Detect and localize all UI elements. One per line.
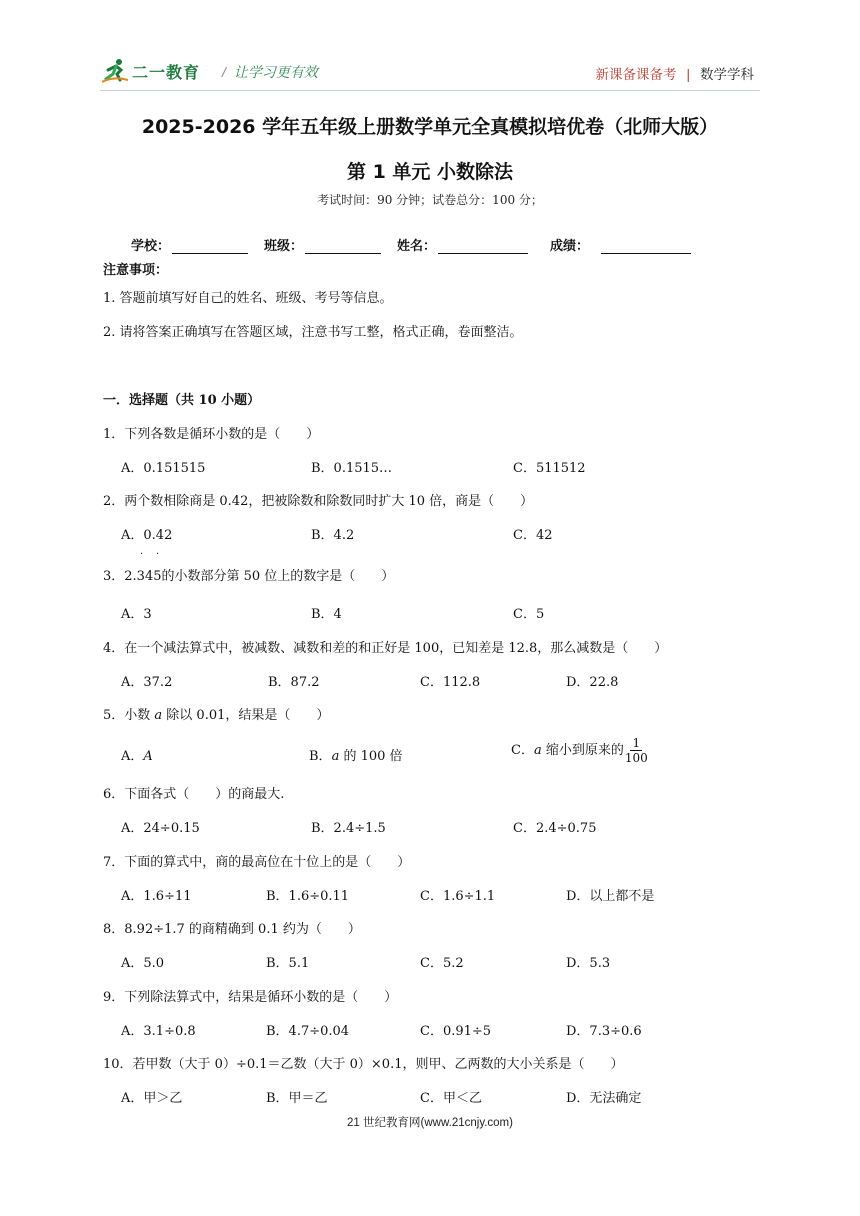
notice-heading: 注意事项：: [103, 263, 169, 278]
q5-option-c-var: a: [533, 743, 542, 758]
q5-option-b[interactable]: [309, 745, 403, 764]
q4-option-d[interactable]: D．22.8: [566, 675, 619, 690]
q8-option-c[interactable]: C．5.2: [420, 956, 464, 971]
notice-item: 1. 答题前填写好自己的姓名、班级、考号等信息。: [103, 291, 393, 306]
q4-option-a[interactable]: A．37.2: [121, 675, 173, 690]
class-field[interactable]: [264, 235, 381, 254]
fraction-denominator: 100: [624, 751, 648, 765]
q7-option-b[interactable]: B．1.6÷0.11: [266, 889, 350, 904]
q2-option-b[interactable]: B．4.2: [311, 528, 355, 543]
school-label: 学校：: [131, 239, 171, 254]
question-1: 1．下列各数是循环小数的是（ ）: [103, 427, 320, 442]
repeat-dot-mark: ·: [156, 549, 160, 560]
question-2: 2．两个数相除商是 0.42，把被除数和除数同时扩大 10 倍，商是（ ）: [103, 494, 534, 509]
q10-option-d[interactable]: D．无法确定: [566, 1091, 642, 1106]
slogan: [222, 62, 318, 82]
logo-text: 二一教育: [132, 64, 201, 82]
q3-option-b[interactable]: B．4: [311, 607, 342, 622]
class-blank[interactable]: [305, 239, 381, 254]
section-title: 一．选择题（共 10 小题）: [103, 393, 261, 408]
question-4: 4．在一个减法算式中，被减数、减数和差的和正好是 100，已知差是 12.8，那么减数是（ ）: [103, 641, 668, 656]
q5-stem-a: 5．小数: [103, 708, 155, 723]
q5-option-c[interactable]: [511, 736, 648, 765]
class-label: 班级：: [264, 239, 304, 254]
slogan-text: 让学习更有效: [233, 64, 318, 80]
question-7: 7．下面的算式中，商的最高位在十位上的是（ ）: [103, 855, 411, 870]
question-10: 10．若甲数（大于 0）÷0.1＝乙数（大于 0）×0.1，则甲、乙两数的大小关系是（ ）: [103, 1057, 624, 1072]
q10-option-b[interactable]: B．甲＝乙: [266, 1091, 328, 1106]
q10-option-c[interactable]: C．甲＜乙: [420, 1091, 482, 1106]
q5-option-c-text: 缩小到原来的: [541, 743, 624, 758]
question-9: 9．下列除法算式中，结果是循环小数的是（ ）: [103, 990, 398, 1005]
q4-option-c[interactable]: C．112.8: [420, 675, 481, 690]
q5-stem-b: 除以 0.01，结果是（ ）: [162, 708, 330, 723]
q9-option-a[interactable]: A．3.1÷0.8: [121, 1024, 196, 1039]
score-blank[interactable]: [601, 239, 691, 254]
q7-option-c[interactable]: C．1.6÷1.1: [420, 889, 496, 904]
repeat-dot-mark: ·: [140, 549, 144, 560]
q1-option-c[interactable]: C．511512: [513, 461, 586, 476]
q5-option-b-text: 的 100 倍: [339, 749, 403, 764]
exam-subtitle: 考试时间：90 分钟；试卷总分：100 分；: [317, 193, 543, 207]
fraction: [625, 736, 648, 765]
school-field[interactable]: [131, 235, 248, 254]
q7-option-d[interactable]: D．以上都不是: [566, 889, 655, 904]
question-8: 8．8.92÷1.7 的商精确到 0.1 约为（ ）: [103, 922, 361, 937]
q6-option-a[interactable]: A．24÷0.15: [121, 821, 200, 836]
unit-title: 第 1 单元 小数除法: [346, 161, 514, 183]
q5-option-a-var: A: [143, 749, 153, 764]
q7-option-a[interactable]: A．1.6÷11: [121, 889, 192, 904]
q2-option-a[interactable]: A．0.42: [121, 528, 173, 543]
q5-option-a-label: A．: [121, 749, 144, 764]
tagline-left: 新课备课备考: [595, 67, 677, 82]
page-footer: 21 世纪教育网(www.21cnjy.com): [347, 1117, 513, 1129]
question-5: [103, 704, 329, 723]
q3-option-a[interactable]: A．3: [121, 607, 152, 622]
q5-option-b-var: a: [331, 749, 340, 764]
q5-option-a[interactable]: [121, 745, 153, 764]
exam-title: 2025-2026 学年五年级上册数学单元全真模拟培优卷（北师大版）: [141, 116, 719, 138]
q5-option-c-label: C．: [511, 743, 534, 758]
school-blank[interactable]: [172, 239, 248, 254]
q3-option-c[interactable]: C．5: [513, 607, 545, 622]
name-field[interactable]: [397, 235, 528, 254]
score-label: 成绩：: [550, 239, 590, 254]
q9-option-d[interactable]: D．7.3÷0.6: [566, 1024, 642, 1039]
tagline-separator: |: [686, 67, 690, 82]
q8-option-a[interactable]: A．5.0: [121, 956, 165, 971]
q5-stem-var: a: [154, 708, 163, 723]
name-blank[interactable]: [438, 239, 528, 254]
fraction-numerator: 1: [632, 736, 641, 750]
slash-divider: /: [222, 64, 226, 80]
runner-logo-icon: [102, 58, 128, 84]
q4-option-b[interactable]: B．87.2: [268, 675, 320, 690]
q1-option-b[interactable]: B．0.1515…: [311, 461, 393, 476]
q6-option-c[interactable]: C．2.4÷0.75: [513, 821, 597, 836]
name-label: 姓名：: [397, 239, 437, 254]
logo: [102, 58, 200, 84]
q6-option-b[interactable]: B．2.4÷1.5: [311, 821, 386, 836]
student-info-row: [131, 235, 707, 254]
q9-option-b[interactable]: B．4.7÷0.04: [266, 1024, 350, 1039]
q2-option-c[interactable]: C．42: [513, 528, 553, 543]
q8-option-d[interactable]: D．5.3: [566, 956, 611, 971]
notice-item: 2. 请将答案正确填写在答题区域，注意书写工整，格式正确，卷面整洁。: [103, 325, 523, 340]
header-tagline: [595, 63, 754, 83]
q10-option-a[interactable]: A．甲＞乙: [121, 1091, 183, 1106]
score-field[interactable]: [550, 235, 691, 254]
q5-option-b-label: B．: [309, 749, 332, 764]
question-3: 3．2.345的小数部分第 50 位上的数字是（ ）: [103, 569, 395, 584]
tagline-right: 数学学科: [700, 67, 754, 82]
header-divider: [100, 90, 760, 91]
q9-option-c[interactable]: C．0.91÷5: [420, 1024, 492, 1039]
q1-option-a[interactable]: A．0.151515: [121, 461, 206, 476]
question-6: 6．下面各式（ ）的商最大.: [103, 787, 285, 802]
q8-option-b[interactable]: B．5.1: [266, 956, 310, 971]
